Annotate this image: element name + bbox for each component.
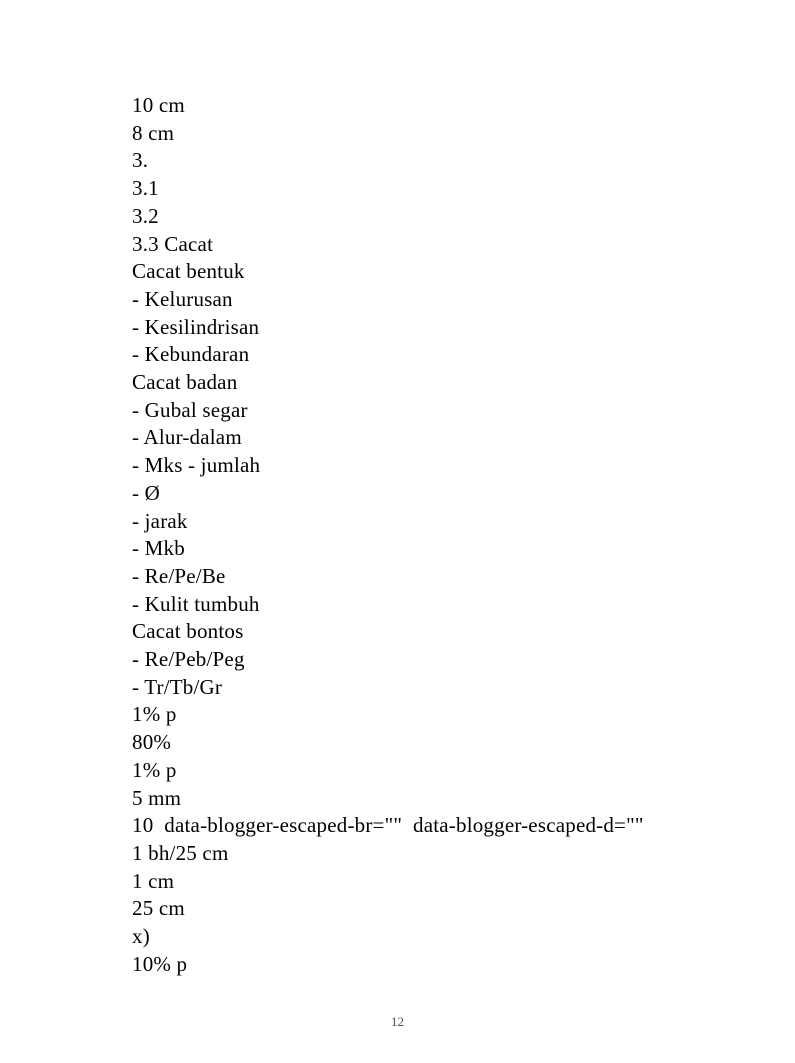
text-line: x) — [132, 924, 150, 949]
text-line: - Kebundaran — [132, 342, 250, 367]
text-line: 3.3 Cacat — [132, 231, 214, 256]
text-line: Cacat bontos — [132, 619, 244, 644]
text-line: - Alur-dalam — [132, 425, 242, 450]
text-line: - Tr/Tb/Gr — [132, 674, 223, 699]
text-line: 3.2 — [132, 203, 159, 228]
text-line: - Kelurusan — [132, 286, 233, 311]
text-line: 80% — [132, 730, 172, 755]
text-line: - jarak — [132, 508, 188, 533]
text-line: Cacat bentuk — [132, 259, 245, 284]
text-line: 3. — [132, 148, 149, 173]
text-line: 25 cm — [132, 896, 185, 921]
text-line: - Gubal segar — [132, 397, 248, 422]
text-line: - Kulit tumbuh — [132, 591, 260, 616]
text-line: - Mkb — [132, 536, 185, 561]
text-line: 8 cm — [132, 120, 175, 145]
text-line: - Re/Peb/Peg — [132, 647, 245, 672]
text-line: 10 data-blogger-escaped-br="" data-blogger-escaped-d="" — [132, 813, 644, 838]
text-line: 1 cm — [132, 868, 175, 893]
text-line: 1 bh/25 cm — [132, 840, 229, 865]
text-line: 3.1 — [132, 176, 159, 201]
text-line: - Ø — [132, 480, 161, 505]
text-block — [132, 92, 735, 979]
text-line: 1% p — [132, 757, 177, 782]
text-line: 10 cm — [132, 93, 185, 117]
text-line: - Re/Pe/Be — [132, 563, 226, 588]
text-line: Cacat badan — [132, 370, 238, 395]
text-line: 10% p — [132, 951, 188, 976]
text-line: - Kesilindrisan — [132, 314, 260, 339]
text-line: - Mks - jumlah — [132, 453, 261, 478]
text-line: 5 mm — [132, 785, 182, 810]
page-number: 12 — [391, 1014, 404, 1029]
text-line: 1% p — [132, 702, 177, 727]
